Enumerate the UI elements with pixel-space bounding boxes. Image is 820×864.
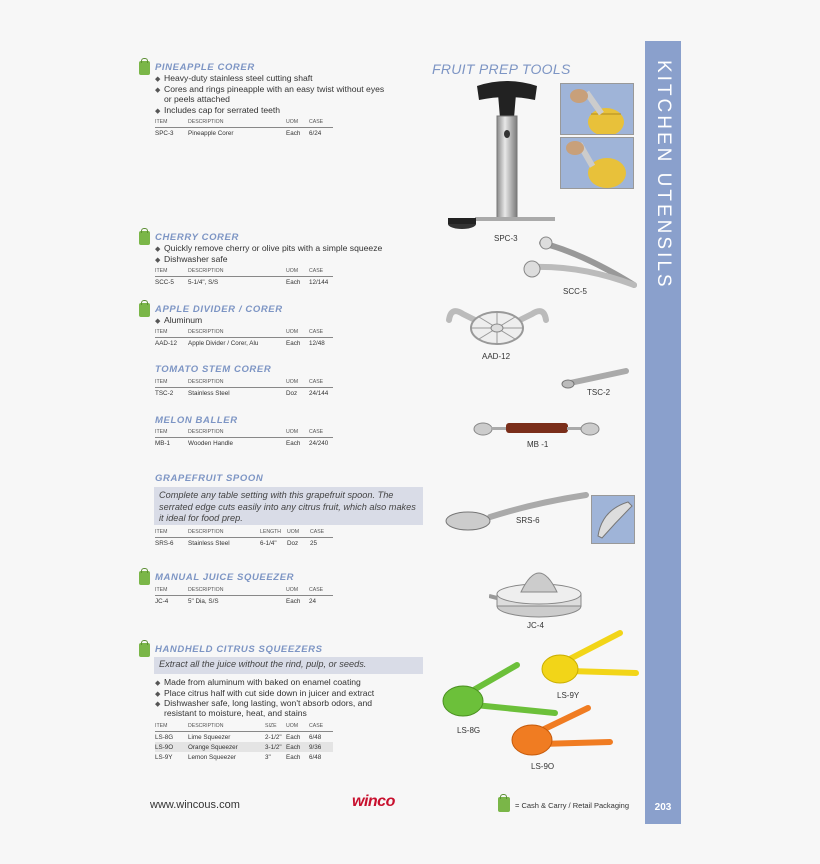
section-title-cherry-corer: CHERRY CORER (155, 232, 239, 243)
spec-table-juice: ITEM DESCRIPTION UOM CASE JC-4 5" Dia, S/S Each 24 (155, 586, 333, 606)
spec-table-apple: ITEM DESCRIPTION UOM CASE AAD-12 Apple Divider / Corer, Alu Each 12/48 (155, 328, 333, 348)
melon-baller-image (473, 419, 601, 437)
tomato-stem-corer-image (560, 365, 632, 389)
product-label-ls9y: LS-9Y (557, 691, 580, 700)
product-label-srs6: SRS-6 (516, 516, 540, 525)
retail-bag-icon (139, 61, 150, 75)
product-label-ls9o: LS-9O (531, 762, 555, 771)
cherry-corer-image (522, 235, 637, 290)
page-title: FRUIT PREP TOOLS (432, 61, 571, 77)
section-title-tomato-stem-corer: TOMATO STEM CORER (155, 364, 272, 375)
section-title-apple-divider: APPLE DIVIDER / CORER (155, 304, 283, 315)
table-row: TSC-2 Stainless Steel Doz 24/144 (155, 389, 329, 397)
bullet: ◆ Quickly remove cherry or olive pits with a simple squeeze (155, 243, 383, 253)
juice-squeezer-image (489, 558, 589, 620)
pineapple-corer-photo-2 (560, 137, 634, 189)
side-tab-title: KITCHEN UTENSILS (653, 60, 674, 290)
bullet: ◆ Heavy-duty stainless steel cutting shaft (155, 73, 313, 83)
spec-table-melon: ITEM DESCRIPTION UOM CASE MB-1 Wooden Handle Each 24/240 (155, 428, 333, 448)
table-row: LS-8G Lime Squeezer 2-1/2" Each 6/48 (155, 733, 322, 741)
retail-bag-icon (139, 571, 150, 585)
product-label-spc3: SPC-3 (494, 234, 518, 243)
bullet-continuation: or peels attached (164, 94, 230, 104)
section-title-manual-juice-squeezer: MANUAL JUICE SQUEEZER (155, 572, 295, 583)
spec-table-cherry: ITEM DESCRIPTION UOM CASE SCC-5 5-1/4", S/S Each 12/144 (155, 267, 333, 287)
spec-table-grapefruit: ITEM DESCRIPTION LENGTH UOM CASE SRS-6 Stainless Steel 6-1/4" Doz 25 (155, 528, 333, 548)
winco-logo: winco (352, 793, 395, 810)
bullet: ◆ Dishwasher safe, long lasting, won't absorb odors, and (155, 698, 373, 708)
table-row: SPC-3 Pineapple Corer Each 6/24 (155, 129, 322, 137)
product-label-jc4: JC-4 (527, 621, 544, 630)
product-label-scc5: SCC-5 (563, 287, 588, 296)
footer-legend: = Cash & Carry / Retail Packaging (515, 801, 630, 810)
pineapple-corer-image (445, 78, 555, 233)
product-label-aad12: AAD-12 (482, 352, 511, 361)
spec-table-pineapple: ITEM DESCRIPTION UOM CASE SPC-3 Pineapple Corer Each 6/24 (155, 118, 333, 138)
bullet-continuation: resistant to moisture, heat, and stains (164, 708, 307, 718)
footer-url: www.wincous.com (150, 799, 240, 811)
section-title-melon-baller: MELON BALLER (155, 415, 238, 426)
grapefruit-spoon-image (444, 491, 589, 533)
table-row: LS-9Y Lemon Squeezer 3" Each 6/48 (155, 753, 322, 761)
callout-grapefruit: Complete any table setting with this grapefruit spoon. The serrated edge cuts easily into any citrus fruit, which also makes it ideal for food prep. (154, 487, 423, 525)
product-label-tsc2: TSC-2 (587, 388, 611, 397)
callout-citrus: Extract all the juice without the rind, pulp, or seeds. (154, 657, 423, 674)
table-row: JC-4 5" Dia, S/S Each 24 (155, 597, 317, 605)
retail-bag-icon (139, 303, 150, 317)
retail-bag-icon (498, 797, 510, 812)
pineapple-corer-photo-1 (560, 83, 634, 135)
table-row: SCC-5 5-1/4", S/S Each 12/144 (155, 278, 329, 286)
section-title-grapefruit-spoon: GRAPEFRUIT SPOON (155, 473, 264, 484)
spec-table-tomato: ITEM DESCRIPTION UOM CASE TSC-2 Stainless Steel Doz 24/144 (155, 378, 333, 398)
bullet: ◆ Aluminum (155, 315, 203, 325)
product-label-ls8g: LS-8G (457, 726, 481, 735)
page-number: 203 (654, 802, 672, 813)
grapefruit-spoon-photo (591, 495, 635, 544)
orange-squeezer-image (510, 702, 615, 758)
table-row: AAD-12 Apple Divider / Corer, Alu Each 12/48 (155, 339, 325, 347)
apple-divider-image (445, 298, 550, 350)
table-row: MB-1 Wooden Handle Each 24/240 (155, 439, 329, 447)
spec-table-citrus: ITEM DESCRIPTION SIZE UOM CASE LS-8G Lime Squeezer 2-1/2" Each 6/48 LS-9O Orange Squeezer 3-1/2" Each 9/36 LS-9Y Lemon Squeezer 3" Each 6/48 (155, 722, 333, 762)
retail-bag-icon (139, 643, 150, 657)
bullet: ◆ Cores and rings pineapple with an easy twist without eyes (155, 84, 385, 94)
bullet: ◆ Made from aluminum with baked on enamel coating (155, 677, 361, 687)
section-title-handheld-citrus-squeezers: HANDHELD CITRUS SQUEEZERS (155, 644, 323, 655)
table-row: LS-9O Orange Squeezer 3-1/2" Each 9/36 (155, 742, 333, 752)
section-title-pineapple-corer: PINEAPPLE CORER (155, 62, 255, 73)
product-label-mb1: MB -1 (527, 440, 549, 449)
retail-bag-icon (139, 231, 150, 245)
bullet: ◆ Includes cap for serrated teeth (155, 105, 281, 115)
bullet: ◆ Dishwasher safe (155, 254, 228, 264)
table-row: SRS-6 Stainless Steel 6-1/4" Doz 25 (155, 539, 318, 547)
bullet: ◆ Place citrus half with cut side down in juicer and extract (155, 688, 375, 698)
